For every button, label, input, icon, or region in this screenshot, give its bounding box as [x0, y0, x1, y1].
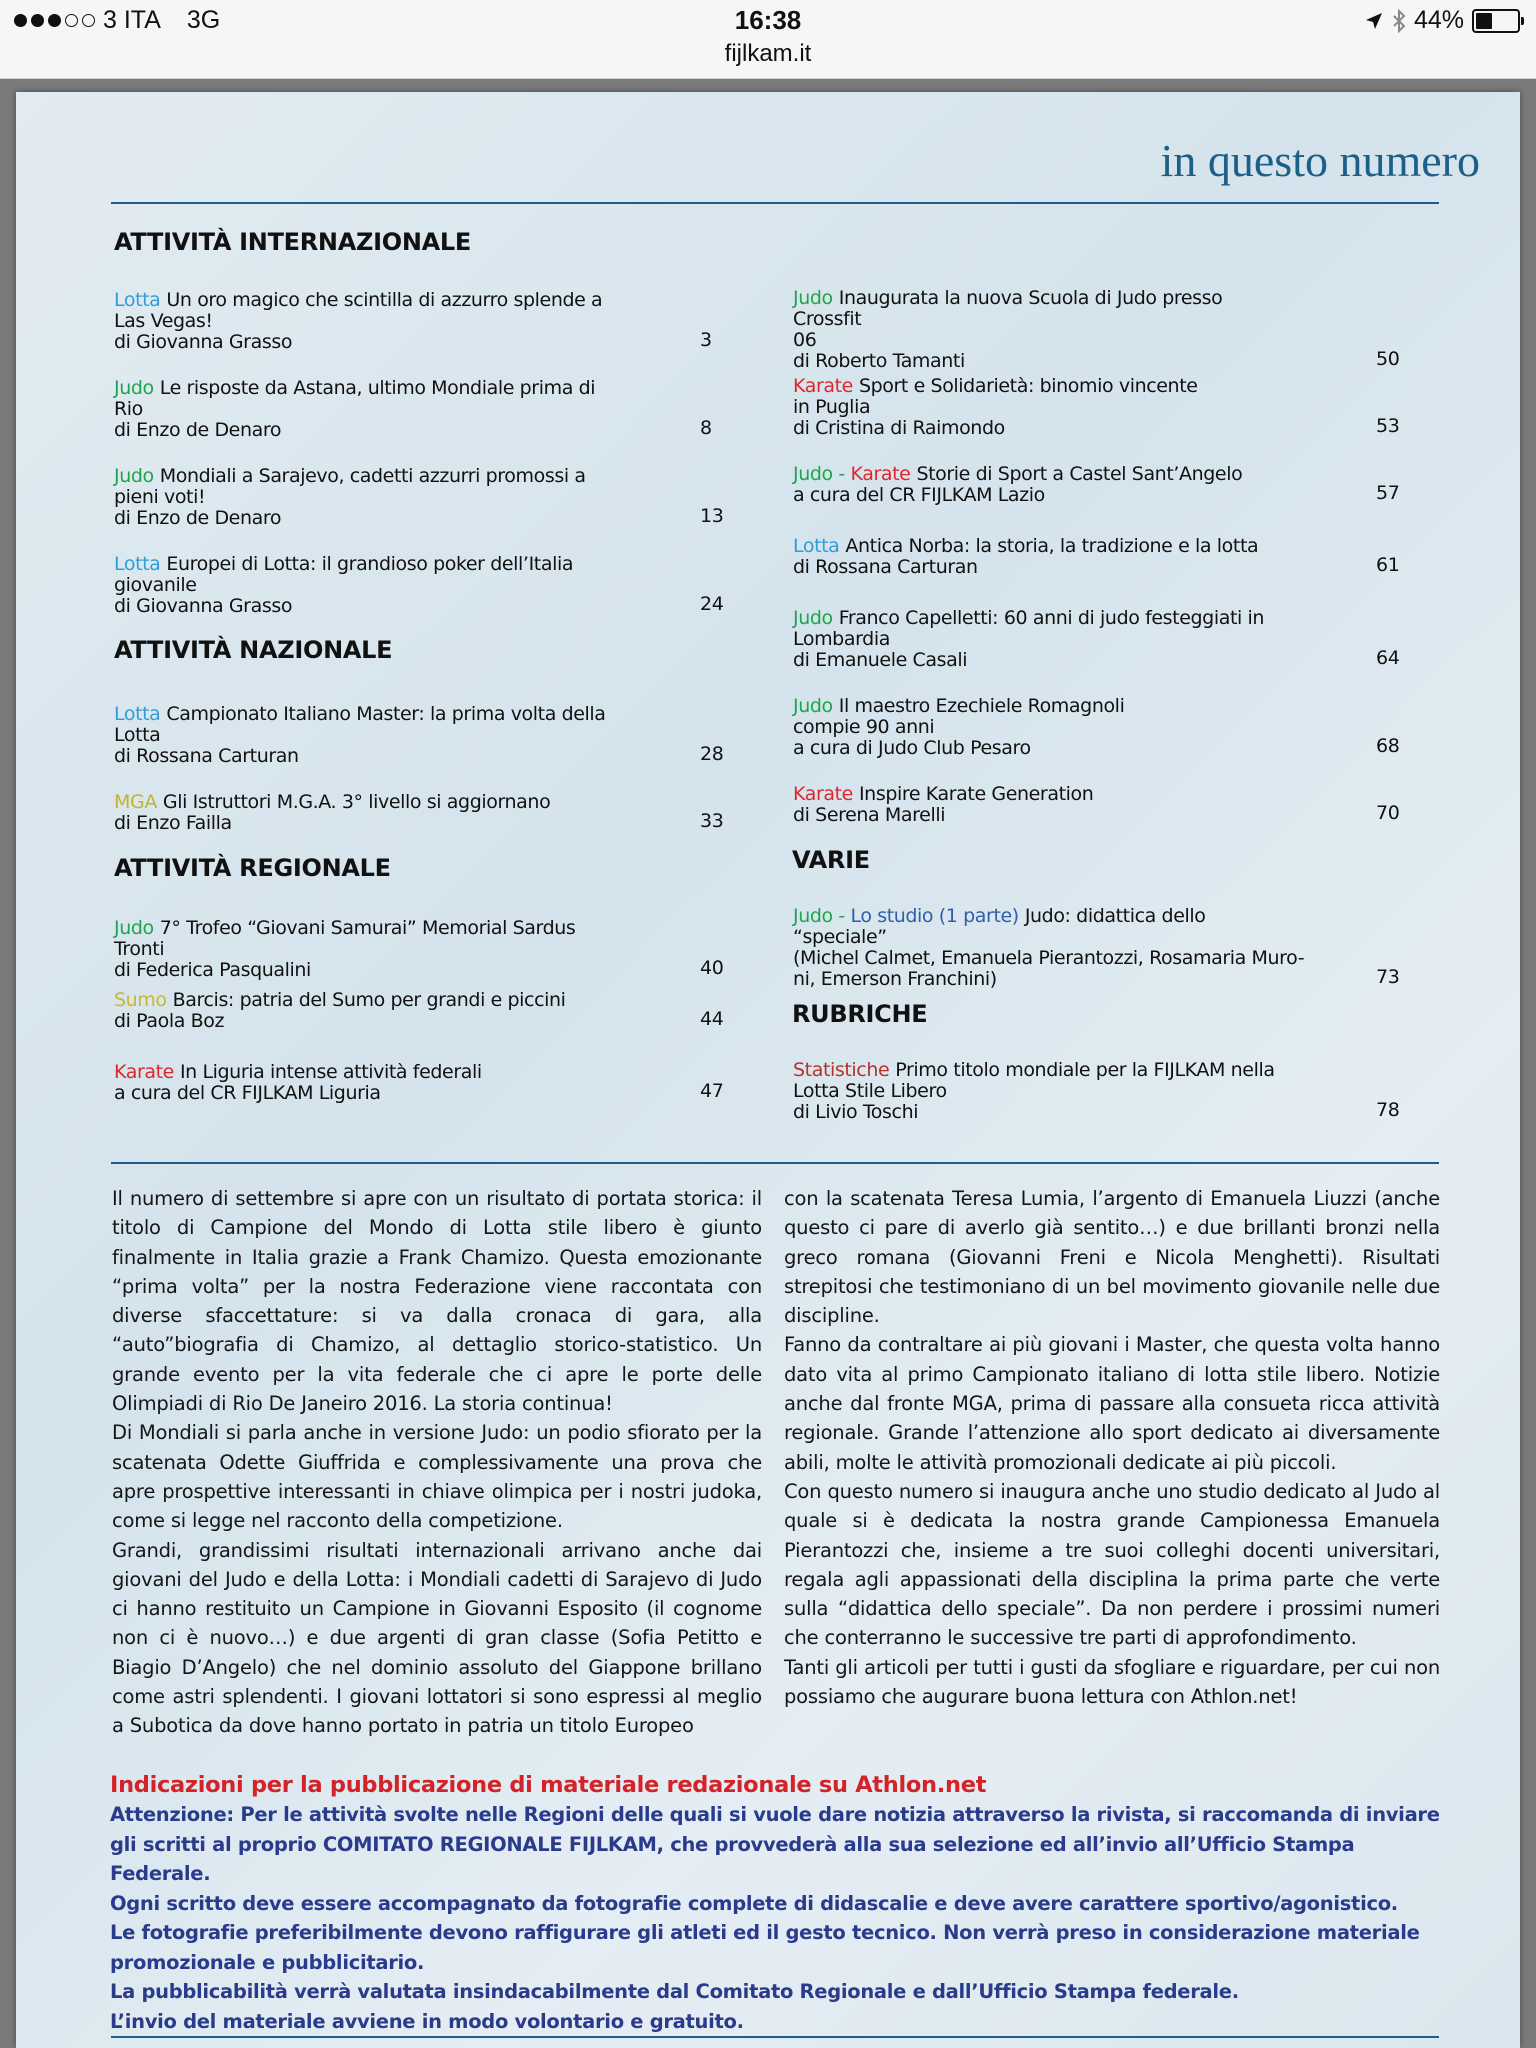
discipline-tag: Lo studio (1 parte) — [850, 905, 1019, 927]
article-title: Il maestro Ezechiele Romagnoli — [838, 695, 1125, 717]
notice-line: Ogni scritto deve essere accompagnato da fotografie complete di didascalie e deve avere carattere sportivo/agonistico. — [110, 1891, 1398, 1915]
section-heading-varie: VARIE — [792, 846, 870, 874]
page-number: 47 — [700, 1080, 724, 1102]
toc-entry[interactable] — [793, 464, 1416, 506]
toc-entry-title — [793, 906, 1296, 948]
toc-entry[interactable] — [793, 288, 1416, 372]
article-author: di Federica Pasqualini — [114, 959, 311, 981]
toc-entry[interactable] — [114, 990, 740, 1032]
bottom-divider — [111, 2036, 1439, 2038]
article-title: Franco Capelletti: 60 anni di judo festeggiati in — [838, 607, 1265, 629]
discipline-tag: Judo — [114, 377, 154, 399]
discipline-tag: Judo — [793, 463, 833, 485]
article-title: Judo: didattica dello “speciale” — [793, 905, 1206, 948]
toc-entry-title — [793, 1060, 1296, 1081]
page-number: 64 — [1376, 647, 1400, 669]
toc-entry-title — [114, 1062, 620, 1083]
discipline-tag: Lotta — [114, 703, 161, 725]
article-title: Antica Norba: la storia, la tradizione e la lotta — [845, 535, 1259, 557]
editorial-left-column — [112, 1184, 762, 1741]
discipline-tag: Judo — [793, 695, 833, 717]
notice-line: L’invio del materiale avviene in modo volontario e gratuito. — [110, 2009, 744, 2033]
toc-entry-title — [793, 696, 1296, 717]
toc-entry-title — [793, 784, 1296, 805]
status-bar — [0, 0, 1536, 79]
toc-entry[interactable] — [114, 290, 740, 353]
article-author: di Paola Boz — [114, 1010, 225, 1032]
carrier-name: 3 ITA — [103, 6, 161, 34]
toc-entry[interactable] — [114, 466, 740, 529]
toc-entry[interactable] — [793, 696, 1416, 759]
battery-percent: 44% — [1413, 6, 1464, 34]
article-title: Storie di Sport a Castel Sant’Angelo — [916, 463, 1243, 485]
editorial-paragraph: Di Mondiali si parla anche in versione Judo: un podio sfiorato per la scatenata Odette Giuffrida e complessivamente una prova che apre prospettive interessanti in chiave olimpica per i nostri judoka, come si legge nel racconto della competizione. — [112, 1421, 762, 1533]
article-title: Mondiali a Sarajevo, cadetti azzurri promossi a — [159, 465, 586, 487]
page-number: 53 — [1376, 415, 1400, 437]
page-number: 50 — [1376, 348, 1400, 370]
article-title: Barcis: patria del Sumo per grandi e piccini — [172, 989, 566, 1011]
title-divider — [111, 202, 1439, 204]
article-title-cont: in Puglia — [793, 396, 871, 418]
toc-entry-title — [114, 554, 620, 575]
toc-entry-title — [114, 466, 620, 487]
bluetooth-icon — [1392, 9, 1406, 33]
article-title: Inaugurata la nuova Scuola di Judo presso Crossfit — [793, 287, 1223, 330]
article-title-cont: (Michel Calmet, Emanuela Pierantozzi, Rosamaria Muro- — [793, 947, 1305, 969]
status-right — [1364, 6, 1520, 35]
toc-entry-title — [114, 378, 620, 399]
article-author: di Giovanna Grasso — [114, 595, 293, 617]
page-number: 78 — [1376, 1099, 1400, 1121]
notice-line: Attenzione: Per le attività svolte nelle Regioni delle quali si vuole dare notizia attraverso la rivista, si raccomanda di inviare gli scritti al proprio COMITATO REGIONALE FIJLKAM, che provvederà alla sua selezione ed all’invio all’Ufficio Stampa Federale. — [110, 1803, 1440, 1885]
discipline-tag: Judo — [793, 287, 833, 309]
toc-entry[interactable] — [793, 536, 1416, 578]
discipline-tag: Judo — [114, 465, 154, 487]
article-author: a cura di Judo Club Pesaro — [793, 737, 1031, 759]
article-title: 7° Trofeo “Giovani Samurai” Memorial Sardus Tronti — [114, 917, 576, 960]
article-title: Inspire Karate Generation — [858, 783, 1094, 805]
editorial-paragraph: Grandi, grandissimi risultati internazionali arrivano anche dai giovani del Judo e della Lotta: i Mondiali cadetti di Sarajevo di Judo ci hanno restituito un Campione in Giovanni Esposito (il cognome non ci è nuovo…) e due argenti di gran classe (Sofia Petitto e Biagio D’Angelo) che nel dominio assoluto del Giappone brillano come astri splendenti. I giovani lottatori si sono espressi al meglio a Subotica da dove hanno portato in patria un titolo Europeo — [112, 1538, 762, 1738]
notice-line: La pubblicabilità verrà valutata insindacabilmente dal Comitato Regionale e dall’Ufficio Stampa federale. — [110, 1980, 1239, 2003]
article-author: di Emanuele Casali — [793, 649, 968, 671]
article-author: a cura del CR FIJLKAM Liguria — [114, 1082, 381, 1104]
article-title-cont: compie 90 anni — [793, 716, 935, 738]
article-title: Un oro magico che scintilla di azzurro splende a — [166, 289, 603, 311]
discipline-tag: Judo — [793, 905, 833, 927]
article-title-cont: 06 — [793, 329, 817, 351]
page-number: 70 — [1376, 802, 1400, 824]
toc-entry-title — [114, 918, 620, 960]
article-author: di Livio Toschi — [793, 1101, 919, 1123]
page-number: 57 — [1376, 482, 1400, 504]
page-number: 61 — [1376, 554, 1400, 576]
article-title-cont: pieni voti! — [114, 486, 206, 508]
address-bar[interactable]: fijlkam.it — [724, 40, 812, 67]
location-arrow-icon — [1364, 11, 1384, 31]
discipline-tag: Judo — [114, 917, 154, 939]
toc-entry[interactable] — [114, 918, 740, 981]
notice-line: Le fotografie preferibilmente devono raffigurare gli atleti ed il gesto tecnico. Non verrà preso in considerazione materiale promozionale e pubblicitario. — [110, 1921, 1420, 1974]
article-title-cont: Rio — [114, 398, 143, 420]
article-title-cont: giovanile — [114, 574, 197, 596]
notice-heading: Indicazioni per la pubblicazione di materiale redazionale su Athlon.net — [110, 1772, 987, 1798]
article-title: Le risposte da Astana, ultimo Mondiale prima di — [159, 377, 596, 399]
discipline-tag: Statistiche — [793, 1059, 890, 1081]
article-author: di Rossana Carturan — [793, 556, 978, 578]
toc-entry-title — [114, 290, 620, 311]
article-author: di Cristina di Raimondo — [793, 417, 1005, 439]
editorial-paragraph: con la scatenata Teresa Lumia, l’argento di Emanuela Liuzzi (anche questo ci pare di averlo già sentito…) e due brillanti bronzi nella greco romana (Giovanni Freni e Nicola Menghetti). Risultati strepitosi che testimoniano di un bel movimento giovanile nelle due discipline. — [784, 1187, 1440, 1328]
article-author: a cura del CR FIJLKAM Lazio — [793, 484, 1045, 506]
article-title: Campionato Italiano Master: la prima volta della — [166, 703, 606, 725]
page-number: 73 — [1376, 966, 1400, 988]
toc-entry[interactable] — [114, 792, 740, 834]
toc-entry[interactable] — [793, 784, 1416, 826]
discipline-tag: Lotta — [793, 535, 840, 557]
tag-separator: - — [832, 905, 851, 927]
toc-entry[interactable] — [114, 1062, 740, 1104]
article-author: di Giovanna Grasso — [114, 331, 293, 353]
editorial-right-column — [784, 1184, 1440, 1711]
discipline-tag: Karate — [793, 783, 853, 805]
toc-entry[interactable] — [793, 906, 1416, 990]
article-author: di Serena Marelli — [793, 804, 946, 826]
toc-entry[interactable] — [114, 378, 740, 441]
page-number: 3 — [700, 329, 712, 351]
network-type: 3G — [186, 6, 221, 34]
page-number: 68 — [1376, 735, 1400, 757]
discipline-tag: Lotta — [114, 553, 161, 575]
section-heading-regionale: ATTIVITÀ REGIONALE — [114, 854, 391, 882]
discipline-tag: Karate — [850, 463, 911, 485]
discipline-tag: MGA — [114, 791, 157, 813]
article-title: Gli Istruttori M.G.A. 3° livello si aggiornano — [162, 791, 551, 813]
tag-separator: - — [832, 463, 851, 485]
page-number: 33 — [700, 810, 724, 832]
article-title: Europei di Lotta: il grandioso poker dell’Italia — [166, 553, 574, 575]
toc-entry[interactable] — [114, 704, 740, 767]
section-heading-rubriche: RUBRICHE — [792, 1000, 928, 1028]
toc-entry-title — [114, 990, 620, 1011]
toc-entry[interactable] — [114, 554, 740, 617]
section-heading-nazionale: ATTIVITÀ NAZIONALE — [114, 636, 393, 664]
magazine-page — [16, 92, 1520, 2048]
article-author: di Rossana Carturan — [114, 745, 299, 767]
discipline-tag: Lotta — [114, 289, 161, 311]
page-number: 24 — [700, 593, 724, 615]
toc-entry-title — [793, 608, 1296, 629]
section-heading-internazionale: ATTIVITÀ INTERNAZIONALE — [114, 228, 471, 256]
toc-entry-title — [114, 704, 620, 725]
editorial-paragraph: Tanti gli articoli per tutti i gusti da sfogliare e riguardare, per cui non possiamo che augurare buona lettura con Athlon.net! — [784, 1655, 1440, 1709]
article-title-cont: Lombardia — [793, 628, 890, 650]
page-number: 44 — [700, 1008, 724, 1030]
discipline-tag: Karate — [114, 1061, 174, 1083]
battery-icon — [1472, 9, 1520, 33]
toc-entry-title — [114, 792, 620, 813]
article-author: di Enzo de Denaro — [114, 507, 282, 529]
article-title: Sport e Solidarietà: binomio vincente — [858, 375, 1198, 397]
page-number: 13 — [700, 505, 724, 527]
article-title: Primo titolo mondiale per la FIJLKAM nella — [895, 1059, 1275, 1081]
page-number: 8 — [700, 417, 712, 439]
toc-divider — [111, 1162, 1439, 1164]
editorial-paragraph: Con questo numero si inaugura anche uno studio dedicato al Judo al quale si è dedicata la nostra grande Campionessa Emanuela Pierantozzi che, insieme a tre suoi colleghi docenti universitari, regala agli appassionati della disciplina la prima parte che verte sulla “didattica dello speciale”. Da non perdere i prossimi numeri che conterranno le successive tre parti di approfondimento. — [784, 1479, 1440, 1650]
page-number: 40 — [700, 957, 724, 979]
discipline-tag: Judo — [793, 607, 833, 629]
article-author: di Roberto Tamanti — [793, 350, 965, 372]
toc-entry[interactable] — [793, 376, 1416, 439]
article-title: In Liguria intense attività federali — [179, 1061, 482, 1083]
article-title-cont: Lotta — [114, 724, 161, 746]
toc-entry[interactable] — [793, 1060, 1416, 1123]
toc-entry[interactable] — [793, 608, 1416, 671]
toc-entry-title — [793, 464, 1296, 485]
discipline-tag: Karate — [793, 375, 853, 397]
article-author: ni, Emerson Franchini) — [793, 968, 997, 990]
page-number: 28 — [700, 743, 724, 765]
submission-notice — [110, 1772, 1450, 2036]
article-author: di Enzo de Denaro — [114, 419, 282, 441]
discipline-tag: Sumo — [114, 989, 167, 1011]
toc-entry-title — [793, 288, 1296, 330]
article-title-cont: Las Vegas! — [114, 310, 213, 332]
toc-entry-title — [793, 536, 1296, 557]
clock: 16:38 — [734, 5, 802, 35]
page-title: in questo numero — [1160, 135, 1480, 186]
article-title-cont: Lotta Stile Libero — [793, 1080, 947, 1102]
editorial-paragraph: Fanno da contraltare ai più giovani i Master, che questa volta hanno dato vita al primo Campionato italiano di lotta stile libero. Notizie anche dal fronte MGA, prima di passare alla consueta ricca attività regionale. Grande l’attenzione allo sport dedicato ai diversamente abili, molte le attività promozionali dedicate ai più piccoli. — [784, 1333, 1440, 1474]
article-author: di Enzo Failla — [114, 812, 232, 834]
toc-entry-title — [793, 376, 1296, 397]
editorial-paragraph: Il numero di settembre si apre con un risultato di portata storica: il titolo di Campione del Mondo di Lotta stile libero è giunto finalmente in Italia grazie a Frank Chamizo. Questa emozionante “prima volta” per la nostra Federazione viene raccontata con diverse sfaccettature: si va dalla cronaca di gara, alla “auto”biografia di Chamizo, al dettaglio storico-statistico. Un grande evento per la vita federale che ci apre le porte delle Olimpiadi di Rio De Janeiro 2016. La storia continua! — [112, 1187, 762, 1416]
